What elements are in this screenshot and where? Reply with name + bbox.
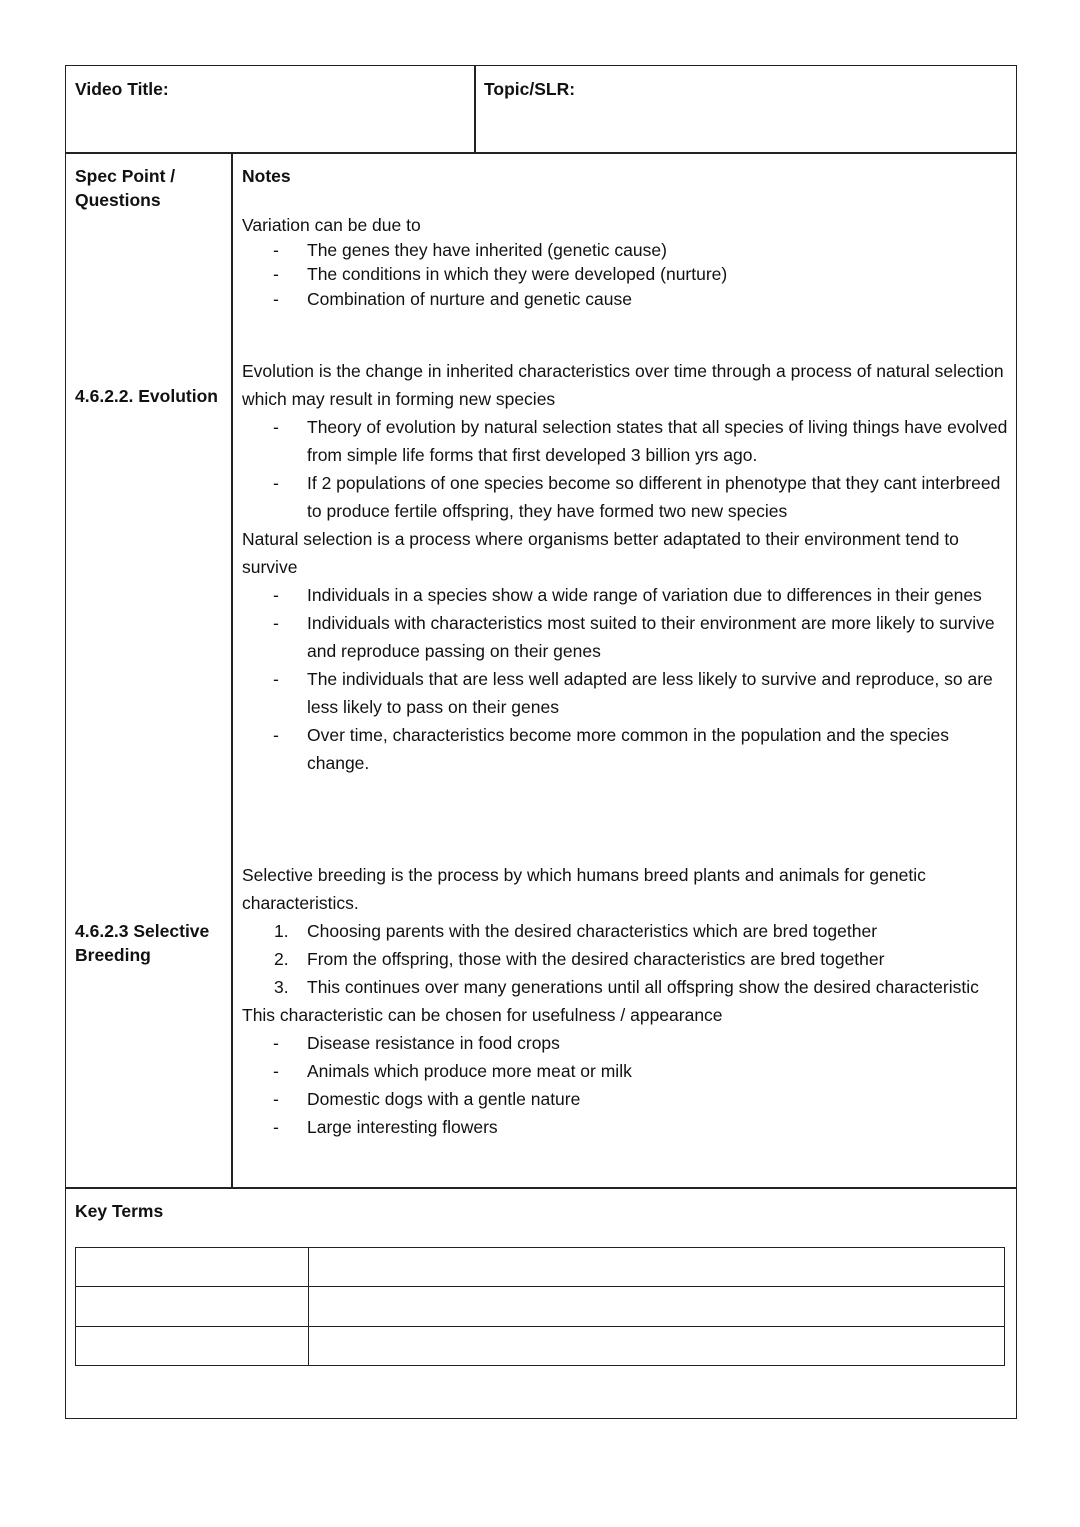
spec-point-label: Spec Point / Questions [75, 166, 176, 210]
step-number: 3. [274, 977, 289, 997]
step-number: 2. [274, 949, 289, 969]
spec-point-selective-breeding: 4.6.2.3 Selective Breeding [75, 921, 210, 965]
table-row [76, 1326, 1005, 1365]
variation-notes [242, 213, 1012, 311]
evolution-intro: Evolution is the change in inherited characteristics over time through a process of natural selection which may result in forming new species [242, 361, 1004, 409]
list-item: - Over time, characteristics become more common in the population and the species change. [242, 721, 1012, 777]
bullet-dash: - [273, 669, 279, 689]
key-term-cell[interactable] [76, 1248, 309, 1287]
spec-point-evolution: 4.6.2.2. Evolution [75, 386, 218, 406]
bullet-dash: - [273, 473, 279, 493]
list-item: - Large interesting flowers [242, 1113, 1012, 1141]
notes-column-divider [231, 152, 233, 1188]
definition-cell[interactable] [309, 1326, 1005, 1365]
key-terms-label: Key Terms [75, 1201, 164, 1221]
bullet-dash: - [273, 1089, 279, 1109]
natural-selection-intro: Natural selection is a process where organisms better adaptated to their environment tend to survive [242, 529, 959, 577]
key-terms-table [75, 1247, 1005, 1366]
selective-breeding-examples [242, 1029, 1012, 1141]
key-term-cell[interactable] [76, 1326, 309, 1365]
list-item: - Domestic dogs with a gentle nature [242, 1085, 1012, 1113]
bullet-dash: - [273, 725, 279, 745]
variation-list [242, 238, 1012, 312]
bullet-dash: - [273, 613, 279, 633]
selective-breeding-notes [242, 861, 1012, 1141]
list-item: - Combination of nurture and genetic cause [242, 287, 1012, 312]
characteristic-chosen-intro: This characteristic can be chosen for usefulness / appearance [242, 1005, 723, 1025]
list-item: - The conditions in which they were developed (nurture) [242, 262, 1012, 287]
topic-label: Topic/SLR: [484, 79, 576, 99]
bullet-dash: - [273, 1117, 279, 1137]
bullet-dash: - [273, 239, 279, 260]
list-item: - Individuals with characteristics most suited to their environment are more likely to survive and reproduce passing on their genes [242, 609, 1012, 665]
list-item: - Theory of evolution by natural selection states that all species of living things have evolved from simple life forms that first developed 3 billion yrs ago. [242, 413, 1012, 469]
list-item: - The genes they have inherited (genetic cause) [242, 238, 1012, 263]
key-term-cell[interactable] [76, 1287, 309, 1326]
list-item: - Animals which produce more meat or milk [242, 1057, 1012, 1085]
bullet-dash: - [273, 1061, 279, 1081]
table-row [76, 1248, 1005, 1287]
definition-cell[interactable] [309, 1287, 1005, 1326]
bullet-dash: - [273, 417, 279, 437]
table-row [76, 1287, 1005, 1326]
bullet-dash: - [273, 1033, 279, 1053]
video-title-label: Video Title: [75, 79, 169, 99]
list-item: - Individuals in a species show a wide range of variation due to differences in their genes [242, 581, 1012, 609]
variation-intro: Variation can be due to [242, 215, 421, 235]
list-item: 3. This continues over many generations until all offspring show the desired characteristic [242, 973, 1012, 1001]
list-item: - The individuals that are less well adapted are less likely to survive and reproduce, so are less likely to pass on their genes [242, 665, 1012, 721]
header-divider [65, 152, 1017, 154]
selective-breeding-intro: Selective breeding is the process by which humans breed plants and animals for genetic characteristics. [242, 865, 926, 913]
step-number: 1. [274, 921, 289, 941]
bullet-dash: - [273, 585, 279, 605]
bullet-dash: - [273, 288, 279, 309]
definition-cell[interactable] [309, 1248, 1005, 1287]
natural-selection-list [242, 581, 1012, 777]
notes-label: Notes [242, 166, 291, 186]
list-item: - Disease resistance in food crops [242, 1029, 1012, 1057]
bullet-dash: - [273, 264, 279, 284]
evolution-list [242, 413, 1012, 525]
selective-breeding-steps [242, 917, 1012, 1001]
list-item: 1. Choosing parents with the desired characteristics which are bred together [242, 917, 1012, 945]
key-terms-divider [65, 1187, 1017, 1189]
evolution-notes [242, 357, 1012, 777]
list-item: 2. From the offspring, those with the desired characteristics are bred together [242, 945, 1012, 973]
header-column-divider [474, 65, 476, 153]
list-item: - If 2 populations of one species become so different in phenotype that they cant interbreed to produce fertile offspring, they have formed two new species [242, 469, 1012, 525]
